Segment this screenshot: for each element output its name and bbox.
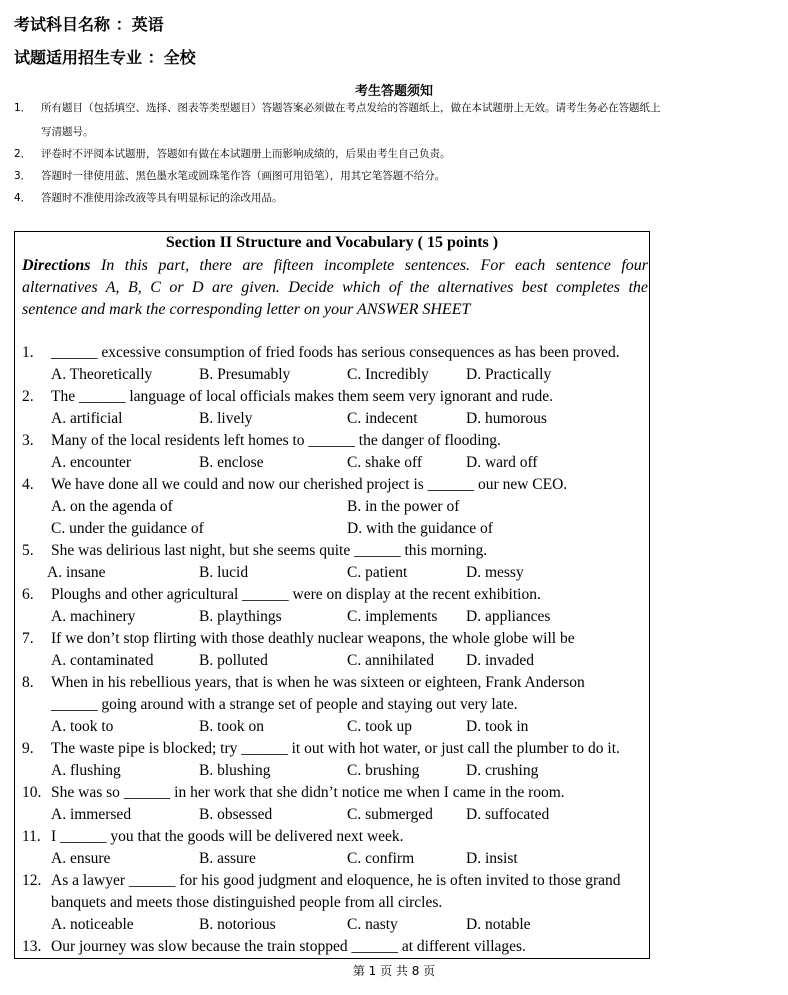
option-a: A. on the agenda of <box>51 498 173 515</box>
option-d: D. crushing <box>466 762 539 779</box>
option-b: B. obsessed <box>199 806 273 823</box>
option-d: D. humorous <box>466 410 547 427</box>
question-stem: Many of the local residents left homes to ______ the danger of flooding. <box>51 432 501 449</box>
question-stem-cont: banquets and meets those distinguished people from all circles. <box>51 894 443 911</box>
option-a: A. immersed <box>51 806 132 823</box>
question-stem: If we don’t stop flirting with those deathly nuclear weapons, the whole globe will be <box>51 630 575 647</box>
option-c: C. Incredibly <box>347 366 429 383</box>
question-number: 6. <box>22 586 34 603</box>
question-stem: Our journey was slow because the train stopped ______ at different villages. <box>51 938 526 955</box>
question-number: 2. <box>22 388 34 405</box>
option-d: D. appliances <box>466 608 551 625</box>
option-c: C. submerged <box>347 806 433 823</box>
option-d: D. notable <box>466 916 531 933</box>
question-number: 12. <box>22 872 42 889</box>
option-c: C. nasty <box>347 916 398 933</box>
option-b: B. notorious <box>199 916 276 933</box>
question-number: 3. <box>22 432 34 449</box>
notice-item-1 <box>14 98 661 119</box>
option-b: B. lively <box>199 410 253 427</box>
option-b: B. assure <box>199 850 256 867</box>
question-stem: She was so ______ in her work that she didn’t notice me when I came in the room. <box>51 784 565 801</box>
question-stem: The waste pipe is blocked; try ______ it out with hot water, or just call the plumber to do it. <box>51 740 620 757</box>
option-a: A. artificial <box>51 410 123 427</box>
option-a: A. noticeable <box>51 916 134 933</box>
option-a: A. Theoretically <box>51 366 153 383</box>
notice-item-4 <box>14 188 283 209</box>
option-d: D. suffocated <box>466 806 550 823</box>
option-a: A. took to <box>51 718 114 735</box>
directions-line-1 <box>22 257 648 275</box>
notice-item-number: 3． <box>14 170 32 182</box>
option-c: C. took up <box>347 718 413 735</box>
exam-major: 试题适用招生专业 ：全校 <box>14 48 196 67</box>
question-stem: She was delirious last night, but she seems quite ______ this morning. <box>51 542 488 559</box>
option-d: D. messy <box>466 564 524 581</box>
option-b: B. lucid <box>199 564 249 581</box>
notice-item-number: 2． <box>14 148 32 160</box>
notice-item-text: 答题时一律使用蓝、黑色墨水笔或圆珠笔作答（画图可用铅笔），用其它笔答题不给分。 <box>41 170 446 182</box>
option-a: A. flushing <box>51 762 121 779</box>
option-a: A. machinery <box>51 608 136 625</box>
question-number: 7. <box>22 630 34 647</box>
section-title: Section II Structure and Vocabulary ( 15 points ) <box>165 234 499 251</box>
directions-label: Directions <box>22 257 91 274</box>
question-number: 10. <box>22 784 42 801</box>
option-a: A. encounter <box>51 454 132 471</box>
option-c: C. patient <box>347 564 408 581</box>
question-number: 13. <box>22 938 42 955</box>
directions-text-1: In this part, there are fifteen incomplete sentences. For each sentence four <box>100 257 648 274</box>
option-d: D. ward off <box>466 454 538 471</box>
question-stem: When in his rebellious years, that is when he was sixteen or eighteen, Frank Anderson <box>51 674 585 691</box>
question-number: 1. <box>22 344 34 361</box>
question-stem: ______ excessive consumption of fried foods has serious consequences as has been proved. <box>51 344 620 361</box>
page-footer: 第 1 页 共 8 页 <box>352 964 436 978</box>
notice-item-text: 答题时不准使用涂改液等具有明显标记的涂改用品。 <box>41 192 283 204</box>
option-b: B. in the power of <box>347 498 460 515</box>
option-c: C. brushing <box>347 762 420 779</box>
question-stem: Ploughs and other agricultural ______ were on display at the recent exhibition. <box>51 586 541 603</box>
question-stem: The ______ language of local officials makes them seem very ignorant and rude. <box>51 388 554 405</box>
option-c: C. annihilated <box>347 652 434 669</box>
notice-item-3 <box>14 166 445 187</box>
question-number: 4. <box>22 476 34 493</box>
option-b: B. polluted <box>199 652 268 669</box>
option-c: C. implements <box>347 608 438 625</box>
directions-line-2: alternatives A, B, C or D are given. Decide which of the alternatives best completes the <box>22 279 648 296</box>
option-b: B. blushing <box>199 762 271 779</box>
question-stem: We have done all we could and now our cherished project is ______ our new CEO. <box>51 476 568 493</box>
notice-item-text: 评卷时不评阅本试题册，答题如有做在本试题册上而影响成绩的，后果由考生自己负责。 <box>41 148 451 160</box>
notice-title: 考生答题须知 <box>354 84 433 99</box>
option-a: A. insane <box>47 564 106 581</box>
question-number: 8. <box>22 674 34 691</box>
option-c: C. shake off <box>347 454 423 471</box>
option-d: D. with the guidance of <box>347 520 493 537</box>
directions-line-3: sentence and mark the corresponding letter on your ANSWER SHEET <box>22 301 471 318</box>
option-c: C. under the guidance of <box>51 520 204 537</box>
notice-item-2 <box>14 144 451 165</box>
option-d: D. took in <box>466 718 529 735</box>
question-number: 11. <box>22 828 41 845</box>
option-c: C. confirm <box>347 850 415 867</box>
option-a: A. contaminated <box>51 652 154 669</box>
question-stem-cont: ______ going around with a strange set of people and staying out very late. <box>51 696 518 713</box>
option-b: B. took on <box>199 718 265 735</box>
option-d: D. invaded <box>466 652 535 669</box>
option-a: A. ensure <box>51 850 111 867</box>
option-c: C. indecent <box>347 410 418 427</box>
notice-item-number: 1． <box>14 102 32 114</box>
exam-subject: 考试科目名称 ：英语 <box>14 15 164 34</box>
notice-item-text: 所有题目（包括填空、选择、图表等类型题目）答题答案必须做在考点发给的答题纸上，做在本试题册上无效。请考生务必在答题纸上 <box>41 102 661 114</box>
option-d: D. Practically <box>466 366 552 383</box>
notice-item-number: 4． <box>14 192 32 204</box>
option-b: B. playthings <box>199 608 282 625</box>
option-b: B. enclose <box>199 454 264 471</box>
option-d: D. insist <box>466 850 518 867</box>
question-stem: I ______ you that the goods will be delivered next week. <box>51 828 404 845</box>
notice-item-1-cont: 写清题号。 <box>41 126 94 138</box>
option-b: B. Presumably <box>199 366 291 383</box>
question-number: 5. <box>22 542 34 559</box>
question-stem: As a lawyer ______ for his good judgment and eloquence, he is often invited to those grand <box>51 872 621 889</box>
question-number: 9. <box>22 740 34 757</box>
